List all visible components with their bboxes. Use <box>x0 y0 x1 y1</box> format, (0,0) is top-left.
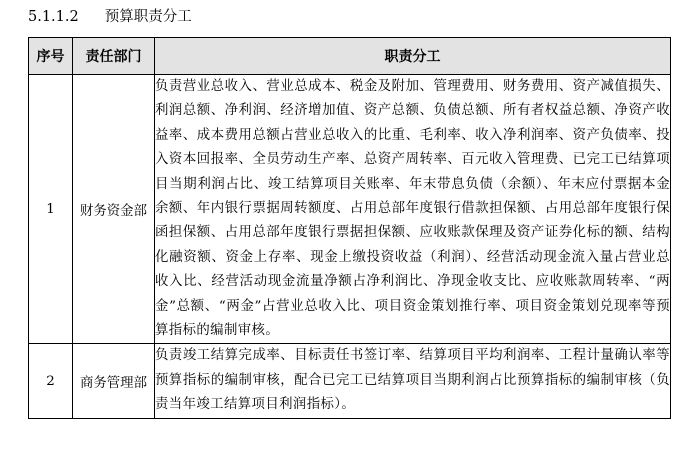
row-duties: 负责营业总收入、营业总成本、税金及附加、管理费用、财务费用、资产减值损失、利润总额、净利润、经济增加值、资产总额、负债总额、所有者权益总额、净资产收益率、成本费用总额占营业总收入的比重、毛利率、收入净利润率、资产负债率、投入资本回报率、全员劳动生产率、总资产周转率、百元收入管理费、已完工已结算项目当期利润占比、竣工结算项目关账率、年末带息负债（余额）、年末应付票据本金余额、年内银行票据周转额度、占用总部年度银行借款担保额、占用总部年度银行保函担保额、占用总部年度银行票据担保额、应收账款保理及资产证券化标的额、结构化融资额、资金上存率、现金上缴投资收益（利润）、经营活动现金流入量占营业总收入比、经营活动现金流量净额占净利润比、净现金收支比、应收账款周转率、“两金”总额、“两金”占营业总收入比、项目资金策划推行率、项目资金策划兑现率等预算指标的编制审核。 <box>155 75 671 344</box>
row-department: 财务资金部 <box>73 75 155 344</box>
responsibility-table <box>28 37 671 419</box>
table-row <box>29 75 671 344</box>
table-header-row <box>29 38 671 75</box>
section-title: 预算职责分工 <box>104 9 192 25</box>
table-row <box>29 344 671 418</box>
row-duties: 负责竣工结算完成率、目标责任书签订率、结算项目平均利润率、工程计量确认率等预算指标的编制审核，配合已完工已结算项目当期利润占比预算指标的编制审核（负责当年竣工结算项目利润指标）。 <box>155 344 671 418</box>
header-duties: 职责分工 <box>155 38 671 75</box>
header-index: 序号 <box>29 38 73 75</box>
section-number: 5.1.1.2 <box>28 9 79 25</box>
row-index: 1 <box>29 75 73 344</box>
header-department: 责任部门 <box>73 38 155 75</box>
section-heading <box>28 4 192 30</box>
row-department: 商务管理部 <box>73 344 155 418</box>
row-index: 2 <box>29 344 73 418</box>
